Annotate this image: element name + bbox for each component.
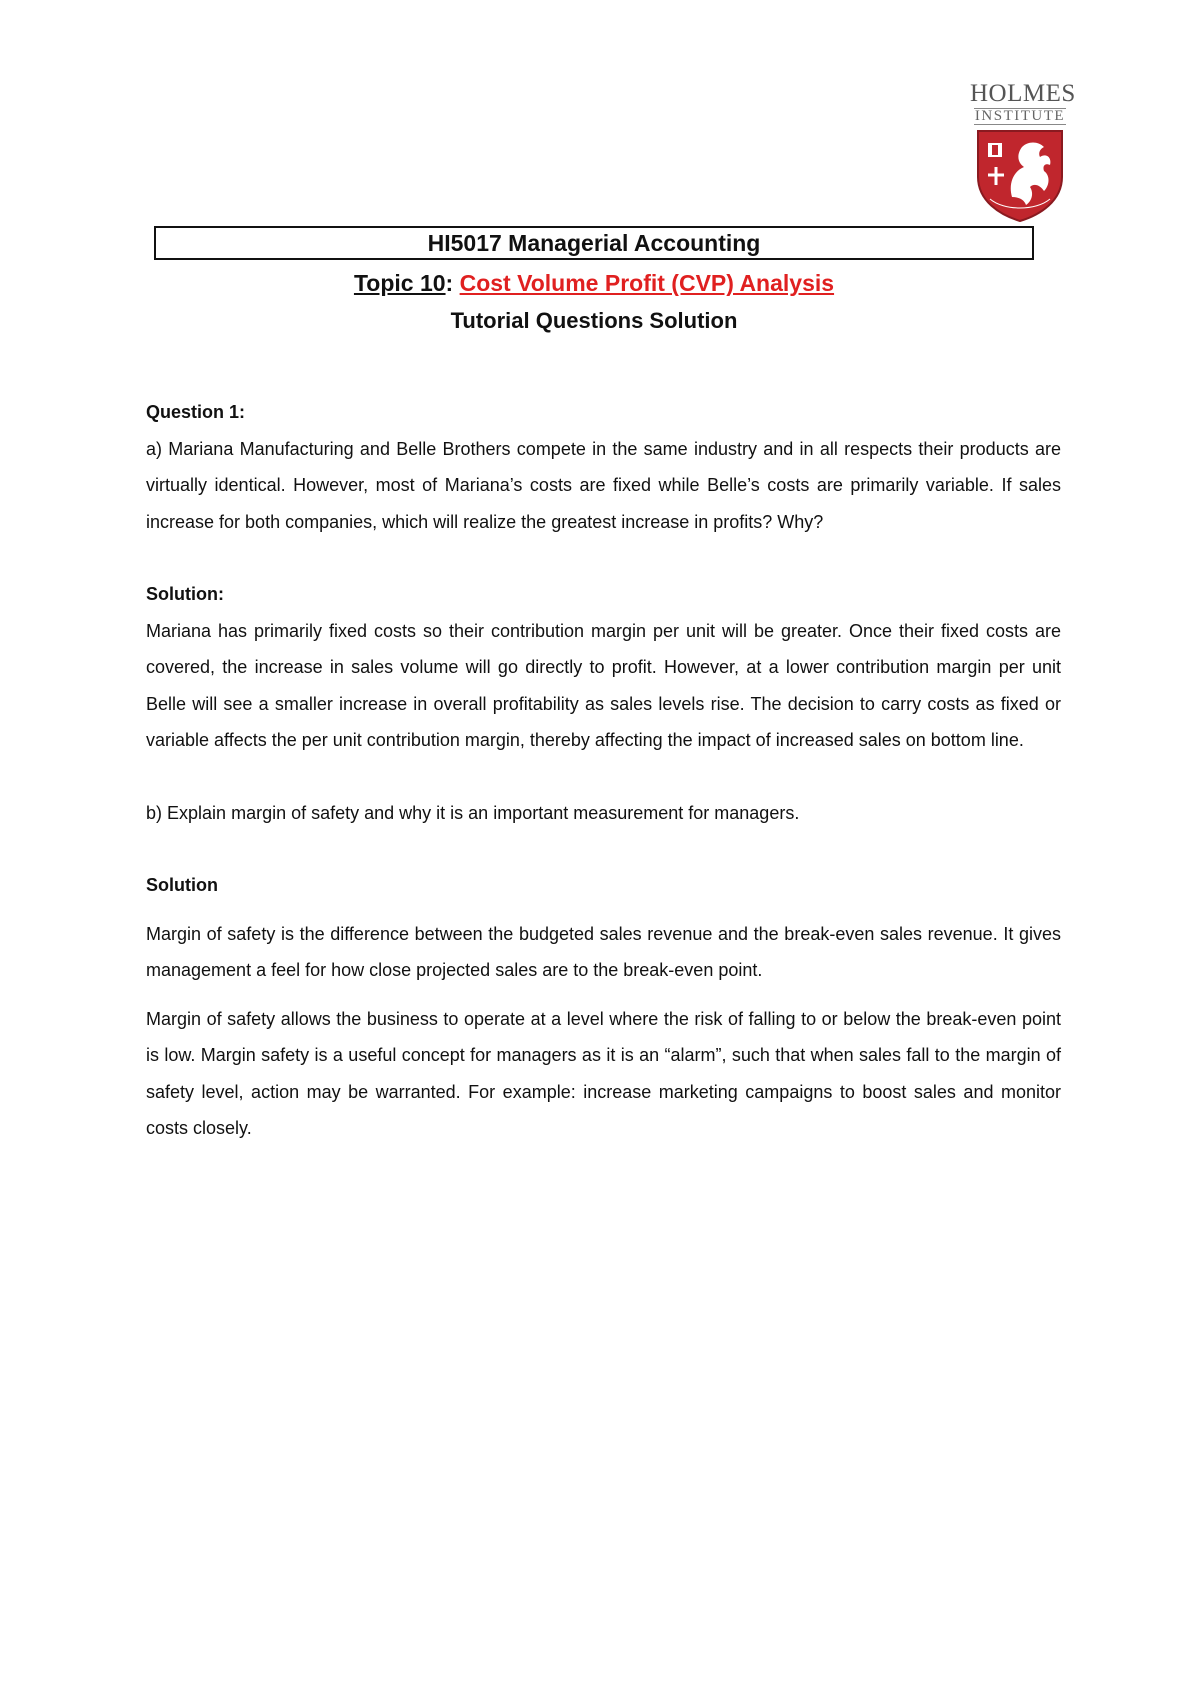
solution-a-heading: Solution: (146, 584, 224, 604)
document-body (146, 394, 1061, 1147)
document-title: Tutorial Questions Solution (450, 308, 738, 333)
question-1a (146, 431, 1061, 541)
topic-label: Topic 10 (353, 270, 446, 296)
holmes-institute-logo (970, 80, 1076, 222)
solution-a-text: Mariana has primarily fixed costs so their contribution margin per unit will be greater. Once their fixed costs are covered, the increase in sales volume will go directly to profit. However, at a lower contribution margin per unit Belle will see a smaller increase in overall profitability as sales levels rise. The decision to carry costs as fixed or variable affects the per unit contribution margin, thereby affecting the impact of increased sales on bottom line. (146, 620, 1061, 750)
part-a-text: Mariana Manufacturing and Belle Brothers compete in the same industry and in all respects their products are virtually identical. However, most of Mariana’s costs are fixed while Belle’s costs are primarily variable. If sales increase for both companies, which will realize the greatest increase in profits? Why? (146, 438, 1061, 532)
part-b-text: Explain margin of safety and why it is an important measurement for managers. (167, 802, 800, 823)
topic-name: Cost Volume Profit (CVP) Analysis (459, 270, 835, 296)
logo-name: HOLMES (970, 80, 1076, 107)
solution-b-paragraph-1: Margin of safety is the difference between the budgeted sales revenue and the break-even sales revenue. It gives management a feel for how close projected sales are to the break-even point. (146, 923, 1061, 980)
question-1-heading: Question 1: (146, 402, 246, 422)
course-title: HI5017 Managerial Accounting (154, 226, 1034, 260)
griffin-shield-icon (974, 127, 1066, 223)
part-b-label: b) (146, 802, 163, 823)
solution-b-paragraph-2: Margin of safety allows the business to operate at a level where the risk of falling to or below the break-even point is low. Margin safety is a useful concept for managers as it is an “alarm”, such that when sales fall to the margin of safety level, action may be warranted. For example: increase marketing campaigns to boost sales and monitor costs closely. (146, 1008, 1061, 1138)
topic-colon: : (445, 270, 454, 296)
solution-b-heading: Solution (146, 875, 218, 895)
topic-heading (154, 268, 1034, 298)
part-a-label: a) (146, 438, 163, 459)
question-1b (146, 795, 1061, 832)
logo-subtitle: INSTITUTE (974, 108, 1066, 124)
